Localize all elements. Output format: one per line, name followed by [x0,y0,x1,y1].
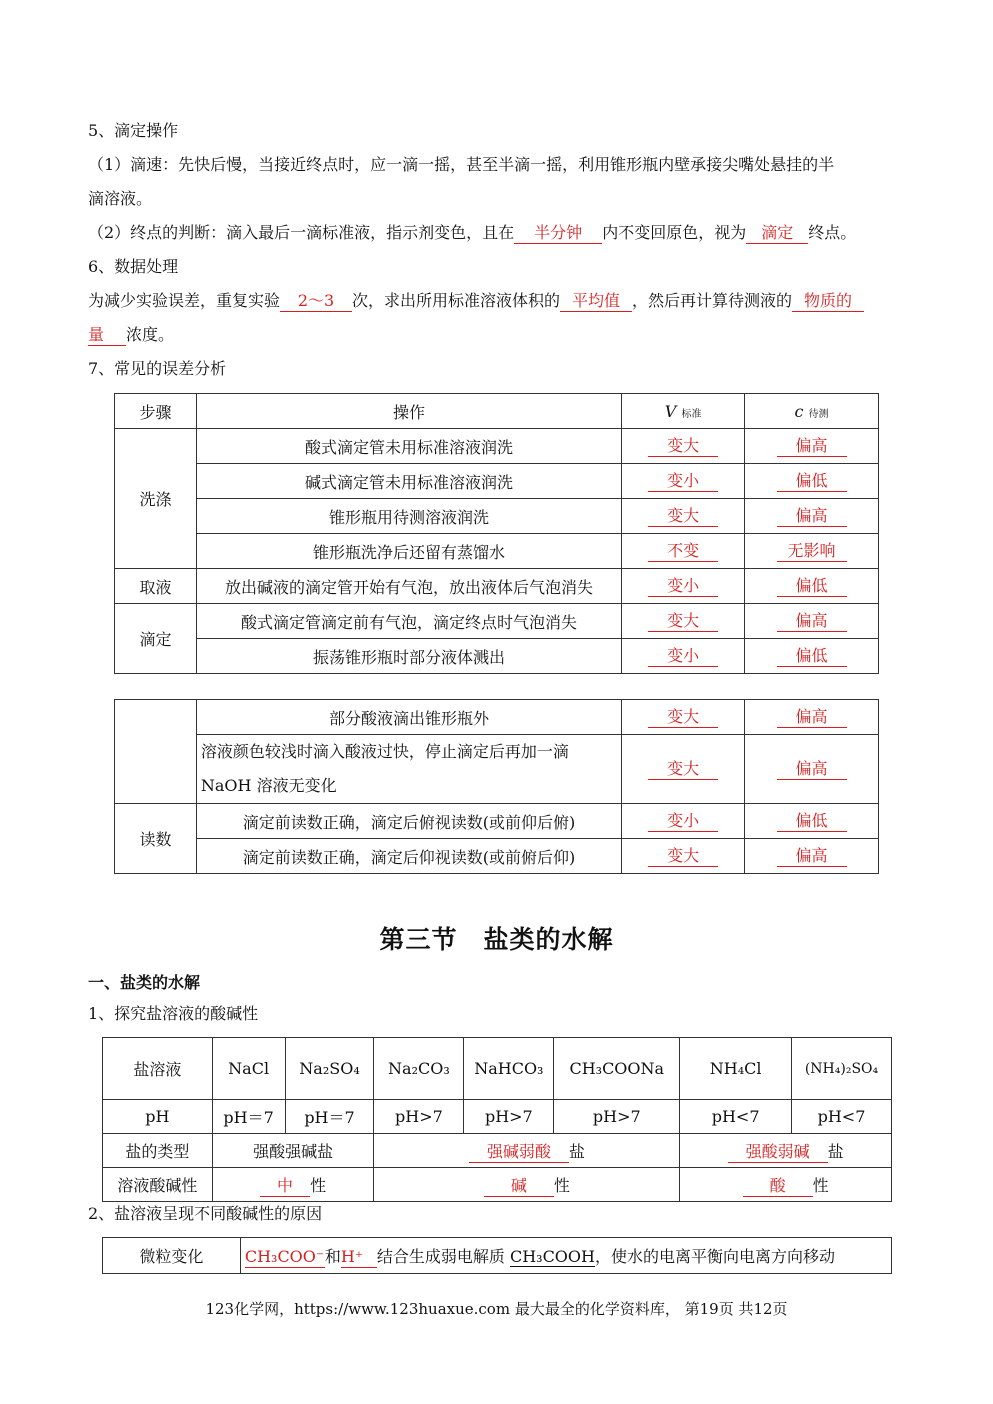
header-c-symbol: c [794,401,804,421]
answer-blank: 不变 [648,541,718,562]
c-cell [745,700,879,735]
sec5-p2 [88,222,856,244]
text: 结合生成弱电解质 [376,1246,505,1266]
salt-table [102,1037,892,1202]
op-cell [196,735,621,804]
answer-blank: 变大 [648,611,718,632]
text: ，使水的电离平衡向电离方向移动 [595,1246,836,1266]
answer-blank: 偏高 [777,759,847,780]
section-title: 第三节 盐类的水解 [379,925,614,954]
row-label: 盐溶液 [103,1038,213,1100]
salt-formula: NaCl [212,1038,285,1100]
op-cell: 酸式滴定管滴定前有气泡，滴定终点时气泡消失 [196,604,621,639]
part1-sub2: 2、盐溶液呈现不同酸碱性的原因 [88,1204,323,1223]
v-cell [622,639,745,674]
micro-table [102,1237,892,1274]
op-cell: 滴定前读数正确，滴定后俯视读数(或前仰后俯) [196,804,621,839]
v-cell [622,429,745,464]
op-line: NaOH 溶液无变化 [200,776,337,795]
v-cell [622,700,745,735]
answer-blank: H⁺ [341,1247,377,1268]
page-footer: 123化学网，https://www.123huaxue.com 最大最全的化学资料库， 第19页 共12页 [205,1300,788,1318]
error-table-1 [114,393,879,674]
sec6-p-pre: 为减少实验误差，重复实验 [88,291,281,310]
nature-neutral [212,1168,374,1202]
salt-formula: Na₂CO₃ [374,1038,464,1100]
c-cell [745,569,879,604]
salt-formula: Na₂SO₄ [285,1038,374,1100]
answer-blank: 强碱弱酸 [469,1142,569,1163]
v-cell [622,569,745,604]
ph-cell: pH>7 [464,1100,554,1134]
ph-cell: pH<7 [680,1100,792,1134]
type-neutral: 强酸强碱盐 [212,1134,374,1168]
v-cell [622,604,745,639]
suffix: 性 [310,1175,327,1195]
step-cell: 读数 [115,804,197,874]
op-cell: 锥形瓶洗净后还留有蒸馏水 [196,534,621,569]
part1-sub1: 1、探究盐溶液的酸碱性 [88,1004,259,1023]
answer-blank: 偏高 [777,611,847,632]
suffix: 盐 [827,1141,844,1161]
c-cell [745,429,879,464]
v-cell [622,499,745,534]
sec5-p1b: 滴溶液。 [88,189,153,208]
row-label: 溶液酸碱性 [103,1168,213,1202]
header-v-sub: 标准 [681,408,702,420]
op-cell: 放出碱液的滴定管开始有气泡，放出液体后气泡消失 [196,569,621,604]
sec7-heading: 7、常见的误差分析 [88,359,227,378]
answer-blank: 偏低 [777,576,847,597]
answer-blank: 量 [88,325,126,346]
step-cell-empty [115,700,197,804]
step-cell: 滴定 [115,604,197,674]
row-label: 微粒变化 [103,1238,241,1274]
answer-blank: 变大 [648,436,718,457]
answer-blank: 偏高 [777,707,847,728]
answer-blank: 偏高 [777,436,847,457]
answer-blank: 无影响 [777,541,847,562]
c-cell [745,534,879,569]
sec6-p-mid1: 次，求出所用标准溶液体积的 [352,291,561,310]
op-cell: 碱式滴定管未用标准溶液润洗 [196,464,621,499]
c-cell [745,464,879,499]
suffix: 盐 [568,1141,585,1161]
answer-blank: 变小 [648,646,718,667]
header-v-symbol: V [664,401,677,421]
suffix: 性 [812,1175,829,1195]
row-label: pH [103,1100,213,1134]
sec5-p2-mid: 内不变回原色，视为 [602,223,747,242]
v-cell [622,735,745,804]
nature-acid [680,1168,892,1202]
op-cell: 滴定前读数正确，滴定后仰视读数(或前俯后仰) [196,839,621,874]
type-basic [374,1134,680,1168]
c-cell [745,499,879,534]
answer-blank: 变大 [648,846,718,867]
c-cell [745,839,879,874]
answer-blank: 平均值 [560,291,632,312]
text: 和 [324,1246,341,1266]
sec6-p-cont [88,324,174,346]
ph-cell: pH>7 [374,1100,464,1134]
row-label: 盐的类型 [103,1134,213,1168]
answer-blank: 中 [260,1176,310,1197]
sec6-p-mid2: ，然后再计算待测液的 [632,291,793,310]
c-cell [745,804,879,839]
answer-blank: 偏高 [777,506,847,527]
v-cell [622,839,745,874]
ph-cell: pH>7 [554,1100,680,1134]
sec5-heading: 5、滴定操作 [88,121,179,140]
answer-blank: 变小 [648,471,718,492]
step-cell: 取液 [115,569,197,604]
answer-blank: 滴定 [746,223,808,244]
c-cell [745,735,879,804]
step-cell: 洗涤 [115,429,197,569]
sec5-p1a: （1）滴速：先快后慢，当接近终点时，应一滴一摇，甚至半滴一摇，利用锥形瓶内壁承接尖嘴处悬挂的半 [88,155,835,174]
sec6-heading: 6、数据处理 [88,257,179,276]
c-cell [745,639,879,674]
answer-blank: 偏高 [777,846,847,867]
header-c-sub: 待测 [808,408,829,420]
answer-blank: CH₃COOH [509,1246,595,1266]
answer-blank: 2～3 [280,291,352,312]
salt-formula: CH₃COONa [554,1038,680,1100]
salt-formula: NaHCO₃ [464,1038,554,1100]
header-op: 操作 [196,394,621,429]
answer-blank: 强酸弱碱 [728,1142,828,1163]
answer-blank: 偏低 [777,646,847,667]
nature-basic [374,1168,680,1202]
sec5-p2-end: 终点。 [808,223,857,242]
answer-blank: 变大 [648,506,718,527]
salt-formula: NH₄Cl [680,1038,792,1100]
c-cell [745,604,879,639]
error-table-2 [114,699,879,874]
answer-blank: CH₃COO⁻ [244,1246,325,1266]
sec6-p [88,290,864,312]
answer-blank: 偏低 [777,811,847,832]
header-c [745,394,879,429]
v-cell [622,804,745,839]
op-cell: 锥形瓶用待测溶液润洗 [196,499,621,534]
header-v [622,394,745,429]
ph-cell: pH<7 [792,1100,892,1134]
header-step: 步骤 [115,394,197,429]
ph-cell: pH＝7 [285,1100,374,1134]
op-line: 溶液颜色较浅时滴入酸液过快，停止滴定后再加一滴 [200,742,569,761]
op-cell: 部分酸液滴出锥形瓶外 [196,700,621,735]
ph-cell: pH＝7 [212,1100,285,1134]
part1-heading: 一、盐类的水解 [88,973,201,992]
answer-blank: 偏低 [777,471,847,492]
v-cell [622,464,745,499]
suffix: 性 [553,1175,570,1195]
answer-blank: 酸 [743,1176,813,1197]
sec6-p-end: 浓度。 [126,325,175,344]
op-cell: 酸式滴定管未用标准溶液润洗 [196,429,621,464]
answer-blank: 物质的 [792,291,864,312]
answer-blank: 半分钟 [514,223,602,244]
salt-formula: (NH₄)₂SO₄ [792,1038,892,1100]
answer-blank: 变大 [648,707,718,728]
answer-blank: 碱 [484,1176,554,1197]
answer-blank: 变小 [648,576,718,597]
v-cell [622,534,745,569]
type-acid [680,1134,892,1168]
micro-cell [240,1238,891,1274]
sec5-p2-pre: （2）终点的判断：滴入最后一滴标准液，指示剂变色，且在 [88,223,515,242]
answer-blank: 变小 [648,811,718,832]
answer-blank: 变大 [648,759,718,780]
op-cell: 振荡锥形瓶时部分液体溅出 [196,639,621,674]
